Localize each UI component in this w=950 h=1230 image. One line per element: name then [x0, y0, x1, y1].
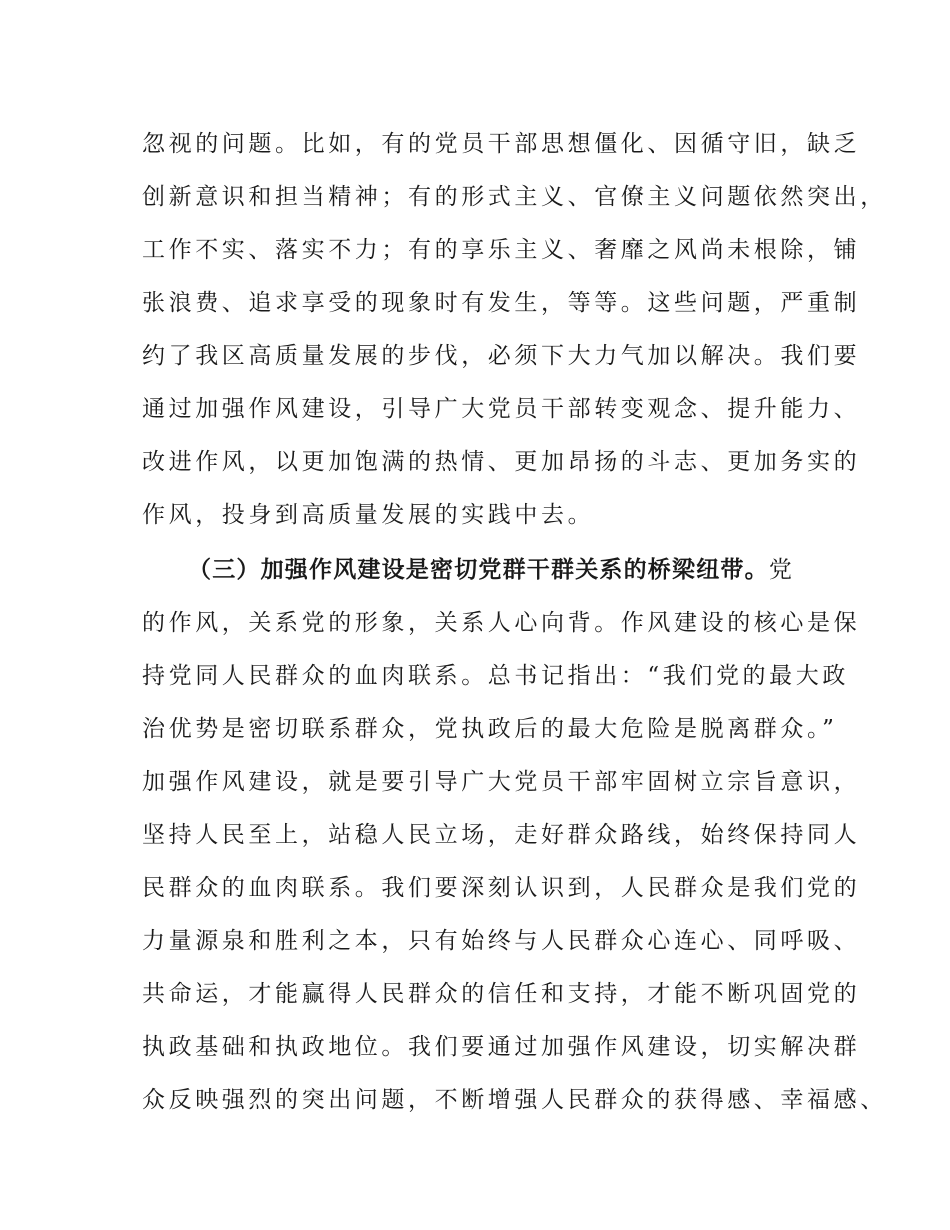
text-line: 力量源泉和胜利之本，只有始终与人民群众心连心、同呼吸、 — [142, 928, 861, 954]
text-line: 加强作风建设，就是要引导广大党员干部牢固树立宗旨意识， — [142, 769, 861, 795]
text-line: 民群众的血肉联系。我们要深刻认识到，人民群众是我们党的 — [142, 875, 861, 901]
paragraph-2-first-line — [188, 550, 795, 590]
text-line: 持党同人民群众的血肉联系。总书记指出：“我们党的最大政 — [142, 663, 849, 689]
text-line: 治优势是密切联系群众，党执政后的最大危险是脱离群众。” — [142, 716, 838, 742]
text-line: 共命运，才能赢得人民群众的信任和支持，才能不断巩固党的 — [142, 981, 861, 1007]
text-line: 工作不实、落实不力；有的享乐主义、奢靡之风尚未根除，铺 — [142, 237, 861, 263]
text-line: 的作风，关系党的形象，关系人心向背。作风建设的核心是保 — [142, 610, 861, 636]
text-line: 忽视的问题。比如，有的党员干部思想僵化、因循守旧，缺乏 — [142, 131, 861, 157]
text-line: 执政基础和执政地位。我们要通过加强作风建设，切实解决群 — [142, 1034, 861, 1060]
text-line: 众反映强烈的突出问题，不断增强人民群众的获得感、幸福感、 — [142, 1087, 887, 1113]
section-heading: （三）加强作风建设是密切党群干群关系的桥梁纽带。 — [188, 557, 769, 583]
text-line: 作风，投身到高质量发展的实践中去。 — [142, 502, 595, 528]
text-line: 通过加强作风建设，引导广大党员干部转变观念、提升能力、 — [142, 396, 861, 422]
text-line: 改进作风，以更加饱满的热情、更加昂扬的斗志、更加务实的 — [142, 449, 861, 475]
text-line: 张浪费、追求享受的现象时有发生，等等。这些问题，严重制 — [142, 290, 861, 316]
heading-continuation: 党 — [768, 557, 796, 583]
text-line: 坚持人民至上，站稳人民立场，走好群众路线，始终保持同人 — [142, 822, 861, 848]
text-line: 约了我区高质量发展的步伐，必须下大力气加以解决。我们要 — [142, 343, 861, 369]
text-line: 创新意识和担当精神；有的形式主义、官僚主义问题依然突出， — [142, 184, 887, 210]
